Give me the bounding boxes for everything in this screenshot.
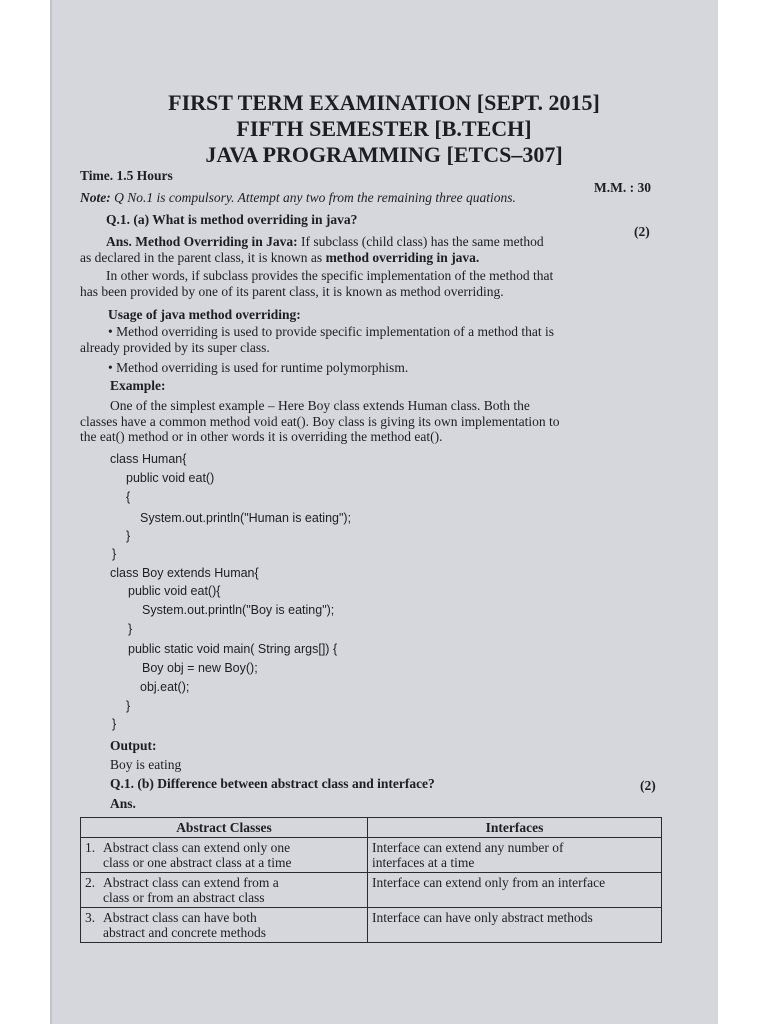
paragraph-2-line-1: In other words, if subclass provides the specific implementation of the method that [106,268,554,283]
question-1b: Q.1. (b) Difference between abstract class and interface? [110,776,435,791]
table-cell-left [81,838,368,873]
usage-bullet-1 [80,324,660,355]
cell-text: class or from an abstract class [103,890,265,905]
exam-time: Time. 1.5 Hours [80,168,173,183]
row-number: 2. [85,875,96,890]
cell-text: interfaces at a time [372,855,475,870]
answer-1a-paragraph [80,234,660,265]
exam-note [80,190,680,205]
table-row [81,873,662,908]
answer-1a-text-1: If subclass (child class) has the same method [301,234,544,249]
cell-text: class or one abstract class at a time [103,855,292,870]
code-line: { [126,490,131,504]
note-label: Note: [80,190,111,205]
code-line: } [112,547,117,561]
table-cell-left [81,873,368,908]
comparison-table [80,817,662,943]
code-line: System.out.println("Human is eating"); [140,511,352,525]
answer-1a-bold: method overriding in java. [325,249,480,265]
code-line: } [128,622,133,636]
cell-text: Abstract class can extend from a [103,875,279,890]
table-cell-right [368,908,662,943]
example-line-1: One of the simplest example – Here Boy class extends Human class. Both the [110,398,530,413]
subject-title: JAVA PROGRAMMING [ETCS–307] [205,142,563,167]
code-line: public static void main( String args[]) { [128,642,338,656]
exam-title: FIRST TERM EXAMINATION [SEPT. 2015] [168,90,600,115]
table-row [81,908,662,943]
header-interfaces: Interfaces [368,818,662,838]
answer-1b-label: Ans. [110,796,136,811]
example-line-2: classes have a common method void eat(). Boy class is giving its own implementation to [80,413,560,429]
cell-text: Interface can extend any number of [372,840,564,855]
table-row [81,838,662,873]
table-header-row [81,818,662,838]
code-line: class Human{ [110,452,187,466]
example-heading: Example: [110,378,166,393]
exam-page [50,0,718,1024]
paragraph-2-line-2: has been provided by one of its parent class, it is known as method overriding. [80,283,504,299]
answer-1a-paragraph-2 [80,268,660,299]
header-abstract-classes: Abstract Classes [81,818,368,838]
code-line: System.out.println("Boy is eating"); [142,603,335,617]
code-line: public void eat() [126,471,215,485]
table-cell-right [368,873,662,908]
code-line: Boy obj = new Boy(); [142,661,258,675]
usage-heading: Usage of java method overriding: [108,307,301,322]
code-line: } [126,529,131,543]
answer-1a-label: Ans. Method Overriding in Java: [106,234,298,249]
row-number: 1. [85,840,96,855]
usage-bullet-2: • Method overriding is used for runtime polymorphism. [108,360,409,375]
note-text: Q No.1 is compulsory. Attempt any two from the remaining three quations. [114,190,516,205]
cell-text: Abstract class can extend only one [103,840,291,855]
question-1b-marks: (2) [640,778,656,793]
cell-text: Interface can have only abstract methods [372,910,593,925]
bullet-1-line-1: • Method overriding is used to provide specific implementation of a method that is [108,324,555,339]
cell-text: Interface can extend only from an interface [372,875,606,890]
table-cell-left [81,908,368,943]
answer-1a-text-2: as declared in the parent class, it is known as [80,249,323,265]
bullet-1-line-2: already provided by its super class. [80,339,270,355]
code-line: } [112,717,117,731]
question-1a: Q.1. (a) What is method overriding in java? [106,212,358,227]
code-line: public void eat(){ [128,584,221,598]
code-line: class Boy extends Human{ [110,566,259,580]
output-heading: Output: [110,738,157,753]
cell-text: abstract and concrete methods [103,925,267,940]
row-number: 3. [85,910,96,925]
example-paragraph [80,398,660,445]
code-line: obj.eat(); [140,680,190,694]
example-line-3: the eat() method or in other words it is overriding the method eat(). [80,429,443,444]
output-text: Boy is eating [110,757,182,772]
code-line: } [126,699,131,713]
table-cell-right [368,838,662,873]
max-marks: M.M. : 30 [594,180,651,195]
cell-text: Abstract class can have both [103,910,257,925]
semester-title: FIFTH SEMESTER [B.TECH] [236,116,532,141]
question-1a-marks: (2) [634,224,650,239]
